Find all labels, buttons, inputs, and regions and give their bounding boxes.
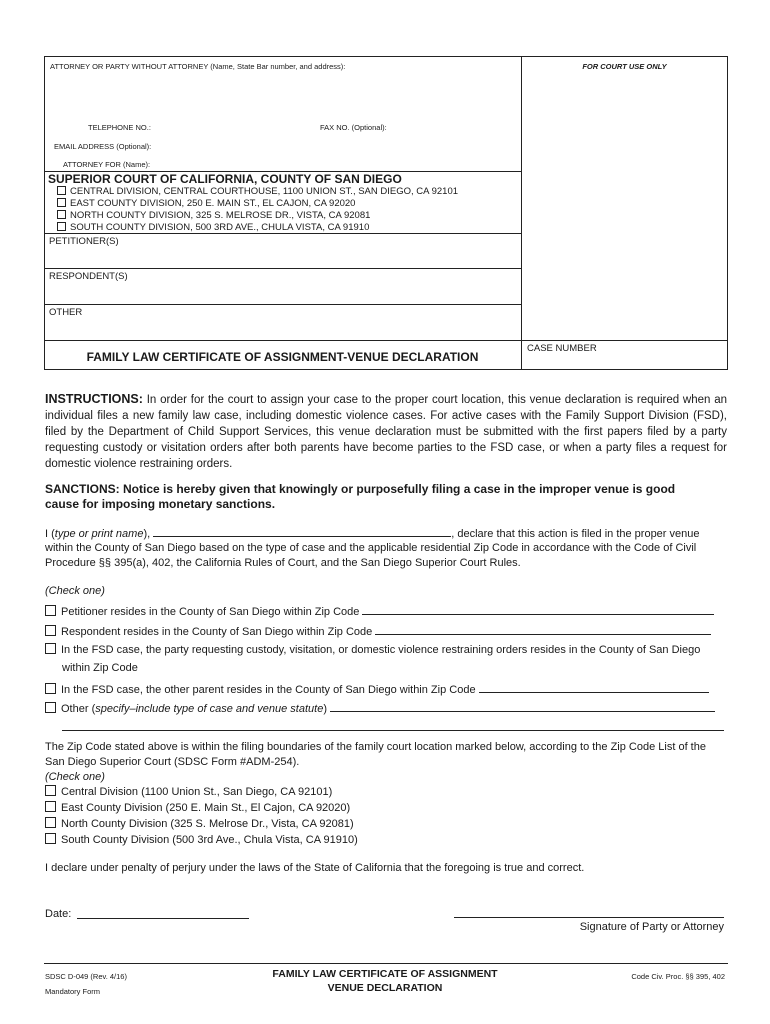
instructions xyxy=(45,391,727,472)
court-division-north: NORTH COUNTY DIVISION, 325 S. MELROSE DR., VISTA, CA 92081 xyxy=(57,210,370,221)
checkbox[interactable] xyxy=(57,222,66,231)
fax-label: FAX NO. (Optional): xyxy=(320,123,387,132)
other-divider xyxy=(44,304,521,305)
court-division-south: SOUTH COUNTY DIVISION, 500 3RD AVE., CHULA VISTA, CA 91910 xyxy=(57,222,369,233)
perjury-statement: I declare under penalty of perjury under the laws of the State of California that the foregoing is true and correct. xyxy=(45,862,585,874)
checkbox[interactable] xyxy=(57,186,66,195)
venue-option-fsd-other[interactable]: In the FSD case, the other parent resides in the County of San Diego within Zip Code xyxy=(45,682,709,696)
name-field[interactable] xyxy=(153,526,451,537)
footer-form-id: SDSC D-049 (Rev. 4/16) xyxy=(45,972,127,981)
form-title: FAMILY LAW CERTIFICATE OF ASSIGNMENT-VENUE DECLARATION xyxy=(86,350,479,364)
instructions-heading: INSTRUCTIONS: xyxy=(45,392,143,406)
zip-field[interactable] xyxy=(362,604,714,615)
checkbox[interactable] xyxy=(45,702,56,713)
attorney-label: ATTORNEY OR PARTY WITHOUT ATTORNEY (Name, State Bar number, and address): xyxy=(50,62,346,71)
checkbox[interactable] xyxy=(45,833,56,844)
checkbox[interactable] xyxy=(45,605,56,616)
footer-title-1: FAMILY LAW CERTIFICATE OF ASSIGNMENT xyxy=(272,968,498,980)
zip-field[interactable] xyxy=(479,682,709,693)
sanctions-line2: cause for imposing monetary sanctions. xyxy=(45,497,276,511)
date-label: Date: xyxy=(45,908,72,920)
court-division-central: CENTRAL DIVISION, CENTRAL COURTHOUSE, 1100 UNION ST., SAN DIEGO, CA 92101 xyxy=(57,186,458,197)
venue-option-fsd-party[interactable]: In the FSD case, the party requesting custody, visitation, or domestic violence restraining orders resides in the County of San Diego xyxy=(45,643,700,656)
check-one-label: (Check one) xyxy=(45,585,105,597)
footer-mandatory: Mandatory Form xyxy=(45,987,101,996)
declare-line2: within the County of San Diego based on the type of case and the applicable residential Zip Code in accordance with the Code of Civil xyxy=(45,542,697,554)
zip-field[interactable] xyxy=(375,624,711,635)
caption-column-divider xyxy=(521,56,522,370)
date-field[interactable] xyxy=(77,918,249,919)
venue-option-petitioner[interactable]: Petitioner resides in the County of San Diego within Zip Code xyxy=(45,604,714,618)
venue-option-other[interactable]: Other (specify–include type of case and venue statute) xyxy=(45,701,715,715)
zip-check-one: (Check one) xyxy=(45,771,105,783)
footer-title-2: VENUE DECLARATION xyxy=(327,982,443,994)
signature-label: Signature of Party or Attorney xyxy=(579,921,724,933)
venue-option-respondent[interactable]: Respondent resides in the County of San Diego within Zip Code xyxy=(45,624,711,638)
footer-code: Code Civ. Proc. §§ 395, 402 xyxy=(631,972,725,981)
case-number-label: CASE NUMBER xyxy=(527,343,597,354)
declare-line1: I (type or print name), , declare that this action is filed in the proper venue xyxy=(45,528,700,540)
email-label: EMAIL ADDRESS (Optional): xyxy=(54,142,152,151)
court-title: SUPERIOR COURT OF CALIFORNIA, COUNTY OF SAN DIEGO xyxy=(48,172,402,186)
telephone-label: TELEPHONE NO.: xyxy=(88,123,151,132)
respondent-divider xyxy=(44,268,521,269)
location-east[interactable]: East County Division (250 E. Main St., El Cajon, CA 92020) xyxy=(45,801,350,814)
attorney-for-label: ATTORNEY FOR (Name): xyxy=(63,160,151,169)
location-central[interactable]: Central Division (1100 Union St., San Diego, CA 92101) xyxy=(45,785,332,798)
court-division-east: EAST COUNTY DIVISION, 250 E. MAIN ST., EL CAJON, CA 92020 xyxy=(57,198,355,209)
venue-option-fsd-party-cont: within Zip Code xyxy=(62,662,138,674)
sanctions-line1: SANCTIONS: Notice is hereby given that knowingly or purposefully filing a case in the improper venue is good xyxy=(45,482,676,496)
signature-field[interactable] xyxy=(454,917,724,918)
checkbox[interactable] xyxy=(57,198,66,207)
other-label: OTHER xyxy=(49,307,83,318)
checkbox[interactable] xyxy=(45,625,56,636)
respondent-label: RESPONDENT(S) xyxy=(49,271,128,282)
instructions-text: In order for the court to assign your case to the proper court location, this venue declaration is required when an individual files a new family law case, including domestic violence cases. For active cases with the Family Support Division (FSD), filed by the Department of Child Support Services, this venue declaration must be submitted with the first papers filed by a party requesting custody or visitation orders after both parents have become parties to the FSD case, or when a party files a request for domestic violence restraining orders. xyxy=(45,394,727,470)
checkbox[interactable] xyxy=(45,785,56,796)
location-north[interactable]: North County Division (325 S. Melrose Dr., Vista, CA 92081) xyxy=(45,817,354,830)
petitioner-divider xyxy=(44,233,521,234)
court-use-label: FOR COURT USE ONLY xyxy=(582,62,667,71)
footer-divider xyxy=(44,963,728,964)
other-field-line2[interactable] xyxy=(62,730,724,731)
declare-line3: Procedure §§ 395(a), 402, the California Rules of Court, and the San Diego Superior Court Rules. xyxy=(45,557,521,569)
checkbox[interactable] xyxy=(57,210,66,219)
checkbox[interactable] xyxy=(45,817,56,828)
location-south[interactable]: South County Division (500 3rd Ave., Chula Vista, CA 91910) xyxy=(45,833,358,846)
petitioner-label: PETITIONER(S) xyxy=(49,236,119,247)
checkbox[interactable] xyxy=(45,643,56,654)
title-divider xyxy=(44,340,728,341)
other-field[interactable] xyxy=(330,701,715,712)
checkbox[interactable] xyxy=(45,801,56,812)
zip-statement-line1: The Zip Code stated above is within the filing boundaries of the family court location marked below, according to the Zip Code List of the xyxy=(45,741,706,753)
zip-statement-line2: San Diego Superior Court (SDSC Form #ADM-254). xyxy=(45,756,300,768)
checkbox[interactable] xyxy=(45,683,56,694)
